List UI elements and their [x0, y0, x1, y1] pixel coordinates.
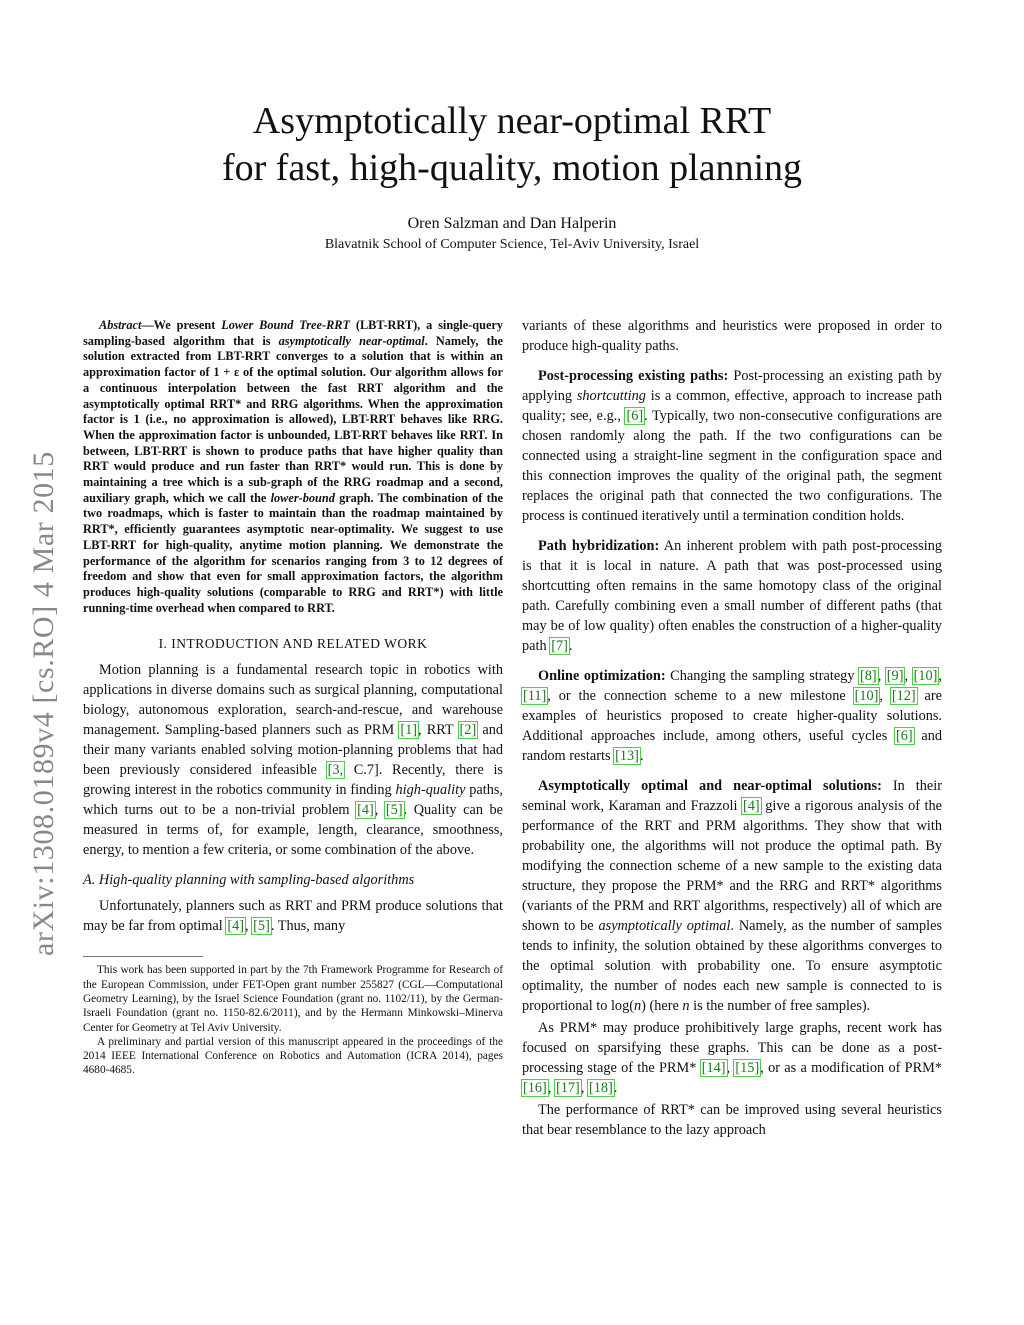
authors: Oren Salzman and Dan Halperin [407, 215, 617, 232]
right-column [522, 316, 942, 1140]
citation-link[interactable]: [9] [886, 668, 904, 684]
abstract-label: Abstract [99, 318, 142, 332]
citation-link[interactable]: [12] [891, 688, 916, 704]
citation-link[interactable]: [6] [896, 728, 913, 744]
citation-link[interactable]: [7] [551, 638, 568, 654]
title-line-2: for fast, high-quality, motion planning [221, 147, 803, 189]
citation-link[interactable]: [5] [385, 802, 403, 819]
citation-link[interactable]: [13] [615, 748, 639, 764]
subsection-a-paragraph: Unfortunately, planners such as RRT and PRM produce solutions that may be far from optimal [4], [5]. Thus, many [83, 898, 503, 935]
affiliation: Blavatnik School of Computer Science, Tel-Aviv University, Israel [324, 237, 700, 252]
citation-link[interactable]: [3, [327, 762, 344, 779]
citation-link[interactable]: [11] [523, 688, 547, 704]
section-heading-introduction: I. INTRODUCTION AND RELATED WORK [158, 636, 428, 652]
paragraph-asymptotic-optimality: Asymptotically optimal and near-optimal solutions: In their seminal work, Karaman and Frazzoli [4] give a rigorous analysis of the performance of the RRT and PRM algorithms. They show that with probability one, the algorithms will not produce the optimal path. By modifying the connection scheme of a new sample to the existing data structure, they propose the PRM* and the RRG and RRT* algorithms (variants of the PRM and RRT algorithms, respectively) all of which are shown to be asymptotically optimal. Namely, as the number of samples tends to infinity, the solution obtained by these algorithms converges to the optimal solution with probability one. To ensure asymptotic optimality, the number of nodes each new sample is connected to is proportional to log(n) (here n is the number of free samples). [522, 778, 943, 1014]
citation-link[interactable]: [18] [588, 1080, 613, 1096]
citation-link[interactable]: [10] [854, 688, 879, 704]
footnote-funding: This work has been supported in part by the 7th Framework Programme for Research of the European Commission, under FET-Open grant number 255827 (CGL—Computational Geometry Learning), by the Israel Science Foundation (grant no. 1102/11), by the German-Israeli Foundation (grant no. 1150-82.6/2011), and by the Hermann Minkowski–Minerva Center for Geometry at Tel Aviv University. [83, 964, 503, 1034]
citation-link[interactable]: [8] [860, 668, 877, 684]
paragraph-rrt-star-performance: The performance of RRT* can be improved using several heuristics that bear resemblance to the lazy approach [522, 1102, 942, 1138]
citation-link[interactable]: [4] [743, 798, 760, 814]
citation-link[interactable]: [14] [701, 1060, 726, 1076]
citation-link[interactable]: [15] [735, 1060, 760, 1076]
citation-link[interactable]: [1] [400, 722, 417, 739]
arxiv-stamp: arXiv:1308.0189v4 [cs.RO] 4 Mar 2015 [27, 451, 60, 956]
footnote-rule [83, 956, 203, 957]
citation-link[interactable]: [2] [459, 722, 477, 739]
citation-link[interactable]: [5] [253, 918, 270, 935]
left-column [83, 318, 503, 1078]
citation-link[interactable]: [6] [626, 408, 644, 424]
abstract: Abstract—We present Lower Bound Tree-RRT (LBT-RRT), a single-query sampling-based algorithm that is asymptotically near-optimal. Namely, the solution extracted from LBT-RRT converges to a solution that is within an approximation factor of 1 + ε of the optimal solution. Our algorithm allows for a continuous interpolation between the fast RRT algorithm and the asymptotically optimal RRT* and RRG algorithms. When the approximation factor is 1 (i.e., no approximation is allowed), LBT-RRT behaves like RRG. When the approximation factor is unbounded, LBT-RRT behaves like RRT. In between, LBT-RRT is shown to produce paths that have higher quality than RRT would produce and run faster than RRT* would run. This is done by maintaining a tree which is a sub-graph of the RRG roadmap and a second, auxiliary graph, which we call the lower-bound graph. The combination of the two roadmaps, which is faster to maintain than the roadmap maintained by RRT*, efficiently guarantees asymptotic near-optimality. We suggest to use LBT-RRT for high-quality, anytime motion planning. We demonstrate the performance of the algorithm for scenarios ranging from 3 to 12 degrees of freedom and show that even for small approximation factors, the algorithm produces high-quality solutions (comparable to RRG and RRT*) with little running-time overhead when compared to RRT. [83, 318, 504, 615]
citation-link[interactable]: [4] [357, 802, 374, 819]
paragraph-path-hybridization: Path hybridization: An inherent problem with path post-processing is that it is local in nature. A path that was post-processed using shortcutting often remains in the same homotopy class of the original path. Carefully combining even a small number of different paths (that may be of low quality) often enables the construction of a higher-quality path [7]. [522, 538, 942, 654]
citation-link[interactable]: [4] [227, 918, 244, 935]
paragraph-heading: Post-processing existing paths: [538, 368, 729, 384]
paragraph-post-processing: Post-processing existing paths: Post-processing an existing path by applying shortcutting is a common, effective, approach to increase path quality; see, e.g., [6]. Typically, two non-consecutive configurations are chosen randomly along the path. If the two configurations can be connected using a straight-line segment in the configuration space and this connection improves the quality of the original path, the segment replaces the original path that connected the two configurations. The process is continued iteratively until a termination condition holds. [522, 368, 943, 524]
paragraph-prm-sparsification: As PRM* may produce prohibitively large graphs, recent work has focused on sparsifying these graphs. This can be done as a post-processing stage of the PRM* [14], [15], or as a modification of PRM* [16], [17], [18]. [522, 1020, 942, 1096]
intro-paragraph: Motion planning is a fundamental research topic in robotics with applications in diverse domains such as surgical planning, computational biology, autonomous exploration, search-and-rescue, and warehouse management. Sampling-based planners such as PRM [1], RRT [2] and their many variants enabled solving motion-planning problems that had been previously considered infeasible [3, C.7]. Recently, there is growing interest in the robotics community in finding high-quality paths, which turns out to be a non-trivial problem [4], [5]. Quality can be measured in terms of, for example, length, clearance, smoothness, energy, to mention a few criteria, or some combination of the above. [83, 662, 503, 859]
paragraph-heading: Online optimization: [538, 668, 666, 684]
continued-paragraph: variants of these algorithms and heuristics were proposed in order to produce high-quality paths. [522, 318, 942, 354]
subsection-heading-a: A. High-quality planning with sampling-based algorithms [83, 872, 415, 889]
paragraph-heading: Asymptotically optimal and near-optimal solutions: [538, 778, 882, 794]
citation-link[interactable]: [16] [523, 1080, 547, 1096]
paragraph-online-optimization: Online optimization: Changing the sampling strategy [8], [9], [10], [11], or the connection scheme to a new milestone [10], [12] are examples of heuristics proposed to create higher-quality solutions. Additional approaches include, among others, useful cycles [6] and random restarts [13]. [522, 668, 942, 764]
paper-title [0, 98, 1024, 192]
paragraph-heading: Path hybridization: [538, 538, 660, 554]
citation-link[interactable]: [17] [555, 1080, 580, 1096]
title-line-1: Asymptotically near-optimal RRT [252, 100, 772, 142]
footnote-preliminary: A preliminary and partial version of this manuscript appeared in the proceedings of the 2014 IEEE International Conference on Robotics and Automation (ICRA 2014), pages 4680-4685. [83, 1035, 503, 1077]
citation-link[interactable]: [10] [913, 668, 938, 684]
